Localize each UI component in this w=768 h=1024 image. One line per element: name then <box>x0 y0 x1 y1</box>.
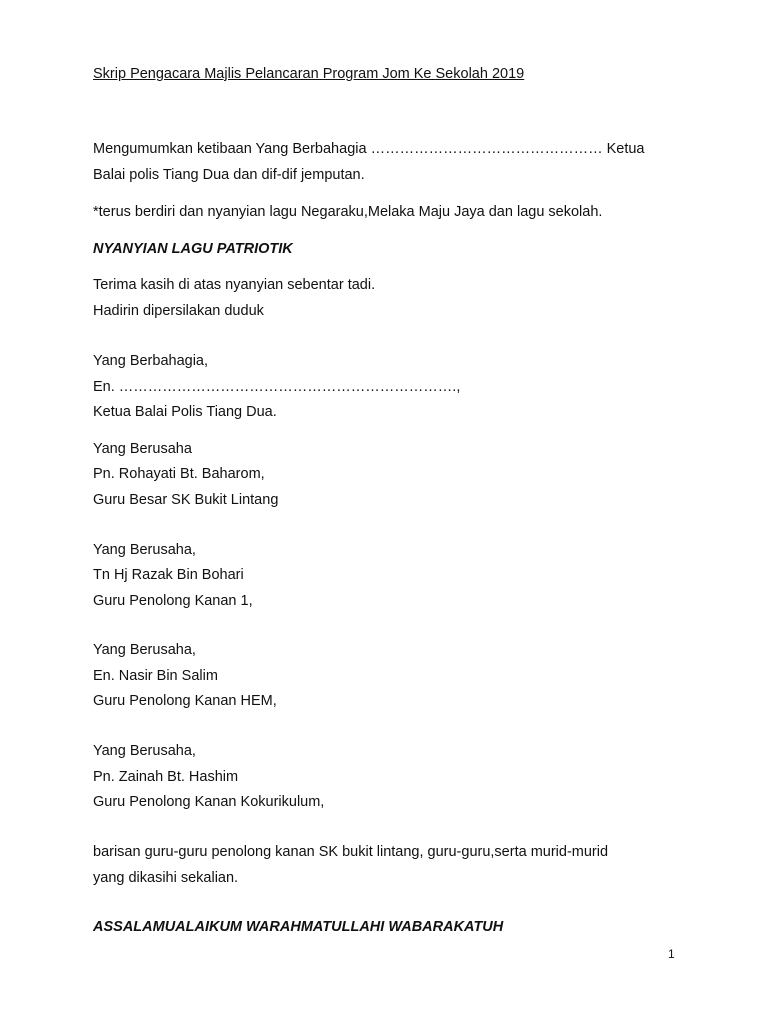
closing-line-2: yang dikasihi sekalian. <box>93 870 239 886</box>
salutation-name: En. ……………………………………………………………., <box>93 379 461 395</box>
heading-patriotic-song: NYANYIAN LAGU PATRIOTIK <box>93 241 293 257</box>
instruction-text: *terus berdiri dan nyanyian lagu Negaraku,Melaka Maju Jaya dan lagu sekolah. <box>93 204 603 220</box>
salutation-honorific: Yang Berusaha, <box>93 642 196 658</box>
greeting-heading: ASSALAMUALAIKUM WARAHMATULLAHI WABARAKATUH <box>93 919 504 935</box>
salutation-position: Guru Penolong Kanan HEM, <box>93 693 277 709</box>
salutation-honorific: Yang Berusaha, <box>93 743 196 759</box>
announcement-line-2: Balai polis Tiang Dua dan dif-dif jemputan. <box>93 167 365 183</box>
thanks-line-1: Terima kasih di atas nyanyian sebentar tadi. <box>93 277 376 293</box>
closing-line-1: barisan guru-guru penolong kanan SK bukit lintang, guru-guru,serta murid-murid <box>93 844 609 860</box>
salutation-name: Pn. Rohayati Bt. Baharom, <box>93 466 265 482</box>
salutation-position: Guru Besar SK Bukit Lintang <box>93 492 279 508</box>
page-number: 1 <box>668 947 675 961</box>
salutation-name: Tn Hj Razak Bin Bohari <box>93 567 244 583</box>
salutation-honorific: Yang Berusaha, <box>93 542 196 558</box>
salutation-name: En. Nasir Bin Salim <box>93 668 218 684</box>
salutation-position: Guru Penolong Kanan 1, <box>93 593 253 609</box>
announcement-line-1: Mengumumkan ketibaan Yang Berbahagia ………………………………………… Ketua <box>93 141 645 157</box>
salutation-honorific: Yang Berbahagia, <box>93 353 209 369</box>
salutation-honorific: Yang Berusaha <box>93 441 192 457</box>
salutation-position: Ketua Balai Polis Tiang Dua. <box>93 404 277 420</box>
thanks-line-2: Hadirin dipersilakan duduk <box>93 303 264 319</box>
salutation-position: Guru Penolong Kanan Kokurikulum, <box>93 794 325 810</box>
document-title: Skrip Pengacara Majlis Pelancaran Program Jom Ke Sekolah 2019 <box>93 66 525 82</box>
salutation-name: Pn. Zainah Bt. Hashim <box>93 769 239 785</box>
